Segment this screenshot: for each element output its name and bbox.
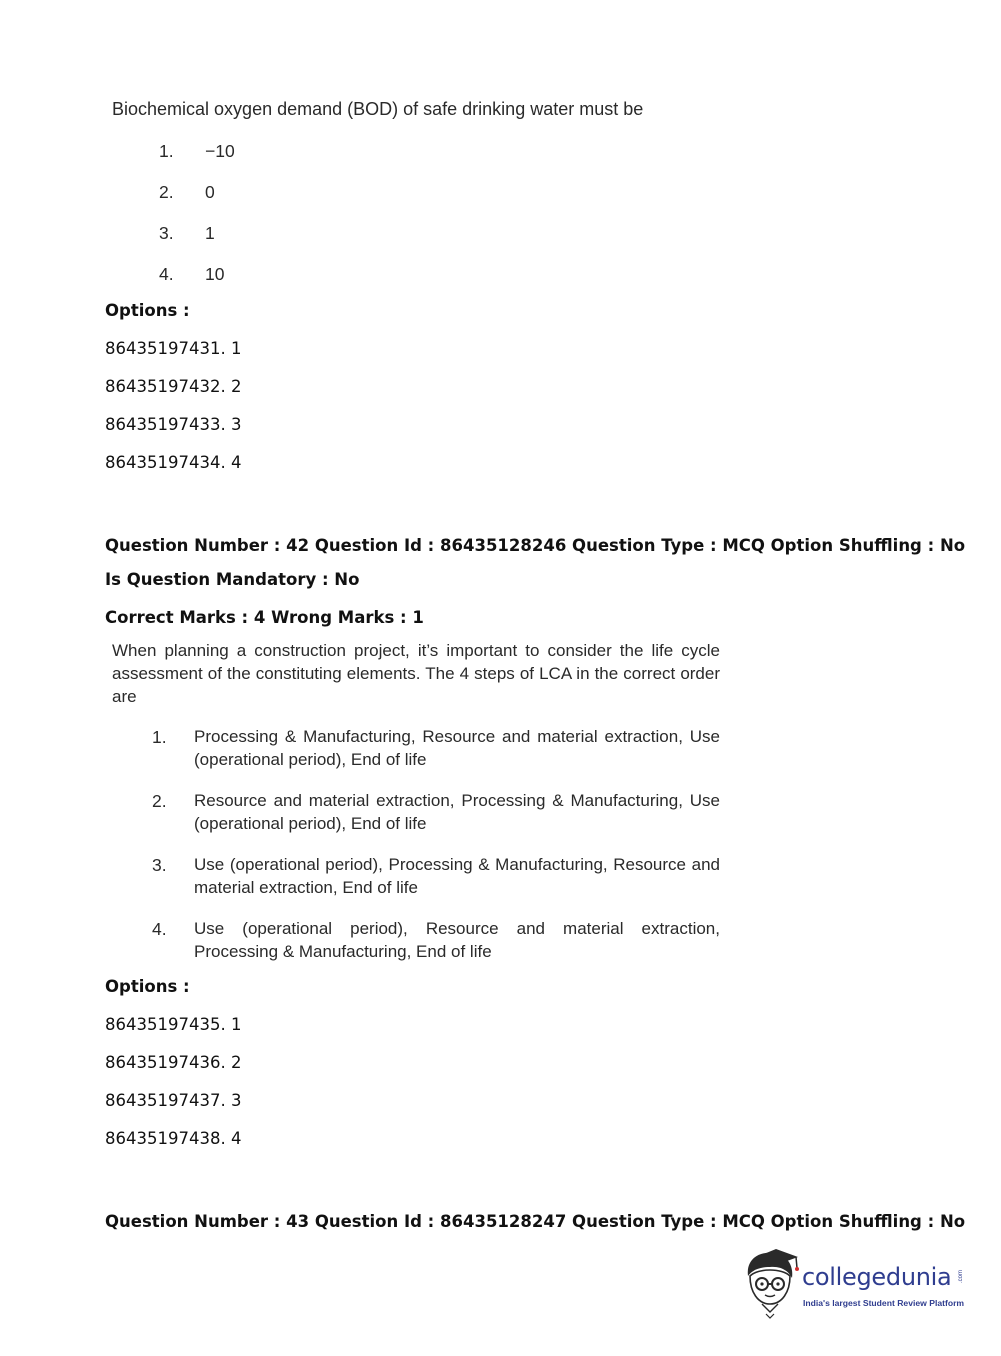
q41-stem: Biochemical oxygen demand (BOD) of safe drinking water must be	[112, 99, 644, 119]
q42-stem: When planning a construction project, it’s important to consider the life cycle assessment of the constituting elements. The 4 steps of LCA in the correct order are	[112, 641, 720, 706]
q42-choice-4-text: Use (operational period), Resource and material extraction, Processing & Manufacturing, End of life	[194, 919, 720, 961]
q41-choice-4-text: 10	[205, 264, 225, 284]
q41-choice-1-text: −10	[205, 141, 235, 161]
q41-choice-3-text: 1	[205, 223, 215, 243]
q41-option-4: 86435197434. 4	[105, 453, 242, 472]
q41-choice-3-num: 3.	[159, 223, 174, 243]
logo-wordmark: collegedunia	[802, 1263, 952, 1291]
q42-choice-1-num: 1.	[152, 727, 167, 747]
mascot-icon	[740, 1246, 800, 1320]
q42-choice-2-text: Resource and material extraction, Processing & Manufacturing, Use (operational period), End of life	[194, 791, 720, 833]
q41-choice-2-text: 0	[205, 182, 215, 202]
q42-marks: Correct Marks : 4 Wrong Marks : 1	[105, 608, 424, 627]
q41-choice-4-num: 4.	[159, 264, 174, 284]
q42-choice-2-num: 2.	[152, 791, 167, 811]
q41-option-3: 86435197433. 3	[105, 415, 242, 434]
q42-meta-line1: Question Number : 42 Question Id : 86435128246 Question Type : MCQ Option Shuffling : No	[105, 536, 966, 555]
q42-choice-4-num: 4.	[152, 919, 167, 939]
q42-option-3: 86435197437. 3	[105, 1091, 242, 1110]
q42-option-1: 86435197435. 1	[105, 1015, 242, 1034]
logo-com: .com	[958, 1270, 964, 1284]
q41-option-1: 86435197431. 1	[105, 339, 242, 358]
q43-meta-line1: Question Number : 43 Question Id : 86435128247 Question Type : MCQ Option Shuffling : No	[105, 1212, 966, 1231]
q42-meta-line2: Is Question Mandatory : No	[105, 570, 360, 589]
q41-options-label: Options :	[105, 301, 190, 320]
q42-choice-1-text: Processing & Manufacturing, Resource and material extraction, Use (operational period), End of life	[194, 727, 720, 769]
q42-option-2: 86435197436. 2	[105, 1053, 242, 1072]
logo-tagline: India's largest Student Review Platform	[803, 1298, 965, 1308]
q41-choice-1-num: 1.	[159, 141, 174, 161]
q42-option-4: 86435197438. 4	[105, 1129, 242, 1148]
q42-options-label: Options :	[105, 977, 190, 996]
q41-choice-2-num: 2.	[159, 182, 174, 202]
q42-choice-3-text: Use (operational period), Processing & Manufacturing, Resource and material extraction, End of life	[194, 855, 720, 897]
q42-choice-3-num: 3.	[152, 855, 167, 875]
q41-option-2: 86435197432. 2	[105, 377, 242, 396]
collegedunia-logo	[740, 1246, 970, 1320]
